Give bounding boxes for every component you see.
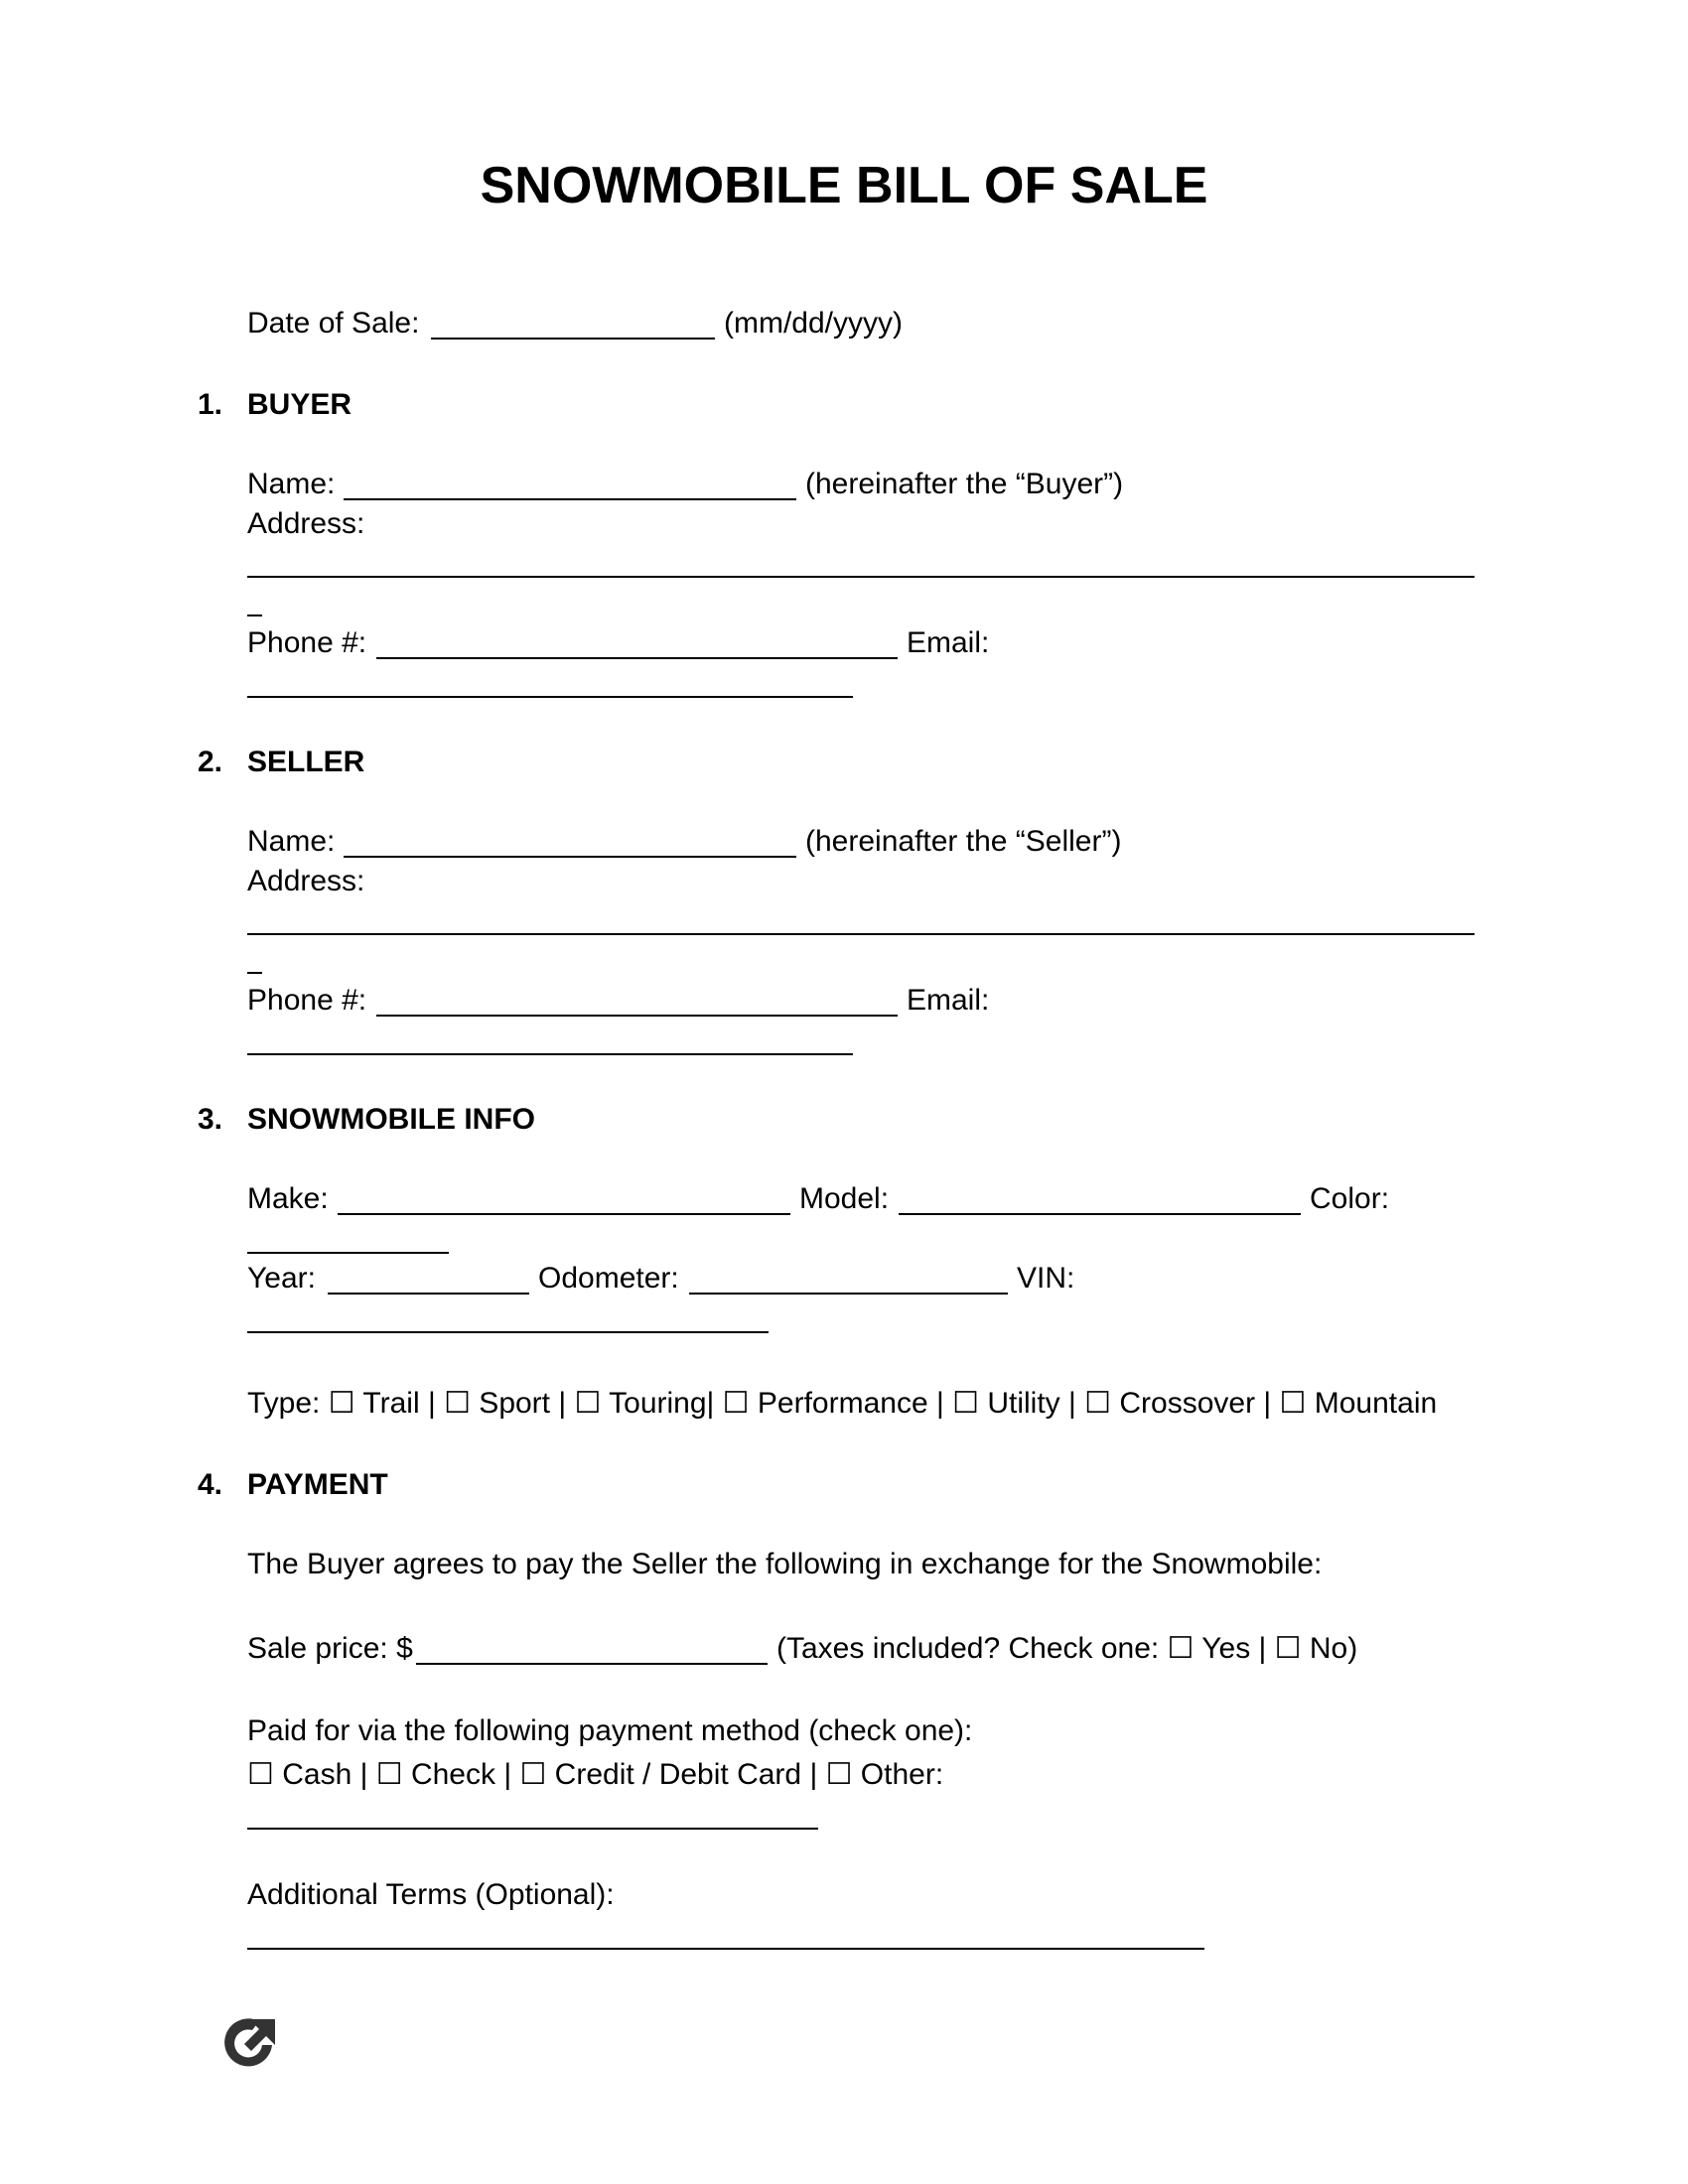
section-number-snowmobile: 3. (198, 1103, 223, 1136)
buyer-name-label: Name: (247, 468, 336, 500)
buyer-phone-field[interactable] (376, 657, 898, 659)
model-label: Model: (799, 1182, 890, 1215)
buyer-email-field[interactable] (247, 696, 853, 698)
section-number-payment: 4. (198, 1468, 223, 1501)
additional-terms-label: Additional Terms (Optional): (247, 1878, 615, 1911)
taxes-included-options[interactable]: (Taxes included? Check one: ☐ Yes | ☐ No) (776, 1632, 1358, 1665)
arrow-logo-icon (219, 2015, 277, 2073)
color-label: Color: (1310, 1182, 1390, 1215)
year-field[interactable] (328, 1293, 529, 1295)
vin-field[interactable] (247, 1331, 769, 1333)
section-heading-seller: SELLER (247, 746, 365, 778)
other-method-field[interactable] (247, 1828, 818, 1830)
payment-method-options[interactable]: ☐ Cash | ☐ Check | ☐ Credit / Debit Card | ☐ Other: (247, 1758, 944, 1791)
sale-price-field[interactable] (416, 1663, 768, 1665)
section-heading-snowmobile: SNOWMOBILE INFO (247, 1103, 535, 1136)
seller-address-field[interactable] (247, 933, 1475, 935)
buyer-address-label: Address: (247, 507, 365, 540)
payment-intro: The Buyer agrees to pay the Seller the following in exchange for the Snowmobile: (247, 1548, 1323, 1580)
seller-name-suffix: (hereinafter the “Seller”) (805, 825, 1122, 858)
seller-email-label: Email: (907, 984, 990, 1017)
buyer-name-field[interactable] (344, 498, 796, 500)
vin-label: VIN: (1017, 1262, 1075, 1295)
make-label: Make: (247, 1182, 329, 1215)
date-of-sale-field[interactable] (431, 338, 715, 340)
model-field[interactable] (899, 1213, 1301, 1215)
color-field[interactable] (247, 1252, 449, 1254)
seller-address-field-overflow (247, 972, 262, 974)
seller-name-field[interactable] (344, 856, 796, 858)
seller-address-label: Address: (247, 865, 365, 897)
seller-name-label: Name: (247, 825, 336, 858)
sale-price-label: Sale price: $ (247, 1632, 413, 1665)
seller-email-field[interactable] (247, 1053, 853, 1055)
buyer-address-field-overflow (247, 614, 262, 616)
buyer-email-label: Email: (907, 626, 990, 659)
buyer-address-field[interactable] (247, 576, 1475, 578)
section-number-seller: 2. (198, 746, 223, 778)
year-label: Year: (247, 1262, 316, 1295)
payment-method-label: Paid for via the following payment method (check one): (247, 1714, 973, 1747)
date-format-hint: (mm/dd/yyyy) (724, 307, 903, 340)
odometer-field[interactable] (689, 1293, 1008, 1295)
seller-phone-field[interactable] (376, 1015, 898, 1017)
additional-terms-field[interactable] (247, 1948, 1204, 1950)
make-field[interactable] (338, 1213, 790, 1215)
buyer-phone-label: Phone #: (247, 626, 367, 659)
section-heading-payment: PAYMENT (247, 1468, 388, 1501)
document-title: SNOWMOBILE BILL OF SALE (480, 157, 1208, 214)
section-heading-buyer: BUYER (247, 388, 352, 421)
snowmobile-type-options[interactable]: Type: ☐ Trail | ☐ Sport | ☐ Touring| ☐ Performance | ☐ Utility | ☐ Crossover | ☐ Mountain (247, 1387, 1438, 1420)
section-number-buyer: 1. (198, 388, 223, 421)
date-of-sale-label: Date of Sale: (247, 307, 420, 340)
buyer-name-suffix: (hereinafter the “Buyer”) (805, 468, 1124, 500)
seller-phone-label: Phone #: (247, 984, 367, 1017)
odometer-label: Odometer: (538, 1262, 679, 1295)
